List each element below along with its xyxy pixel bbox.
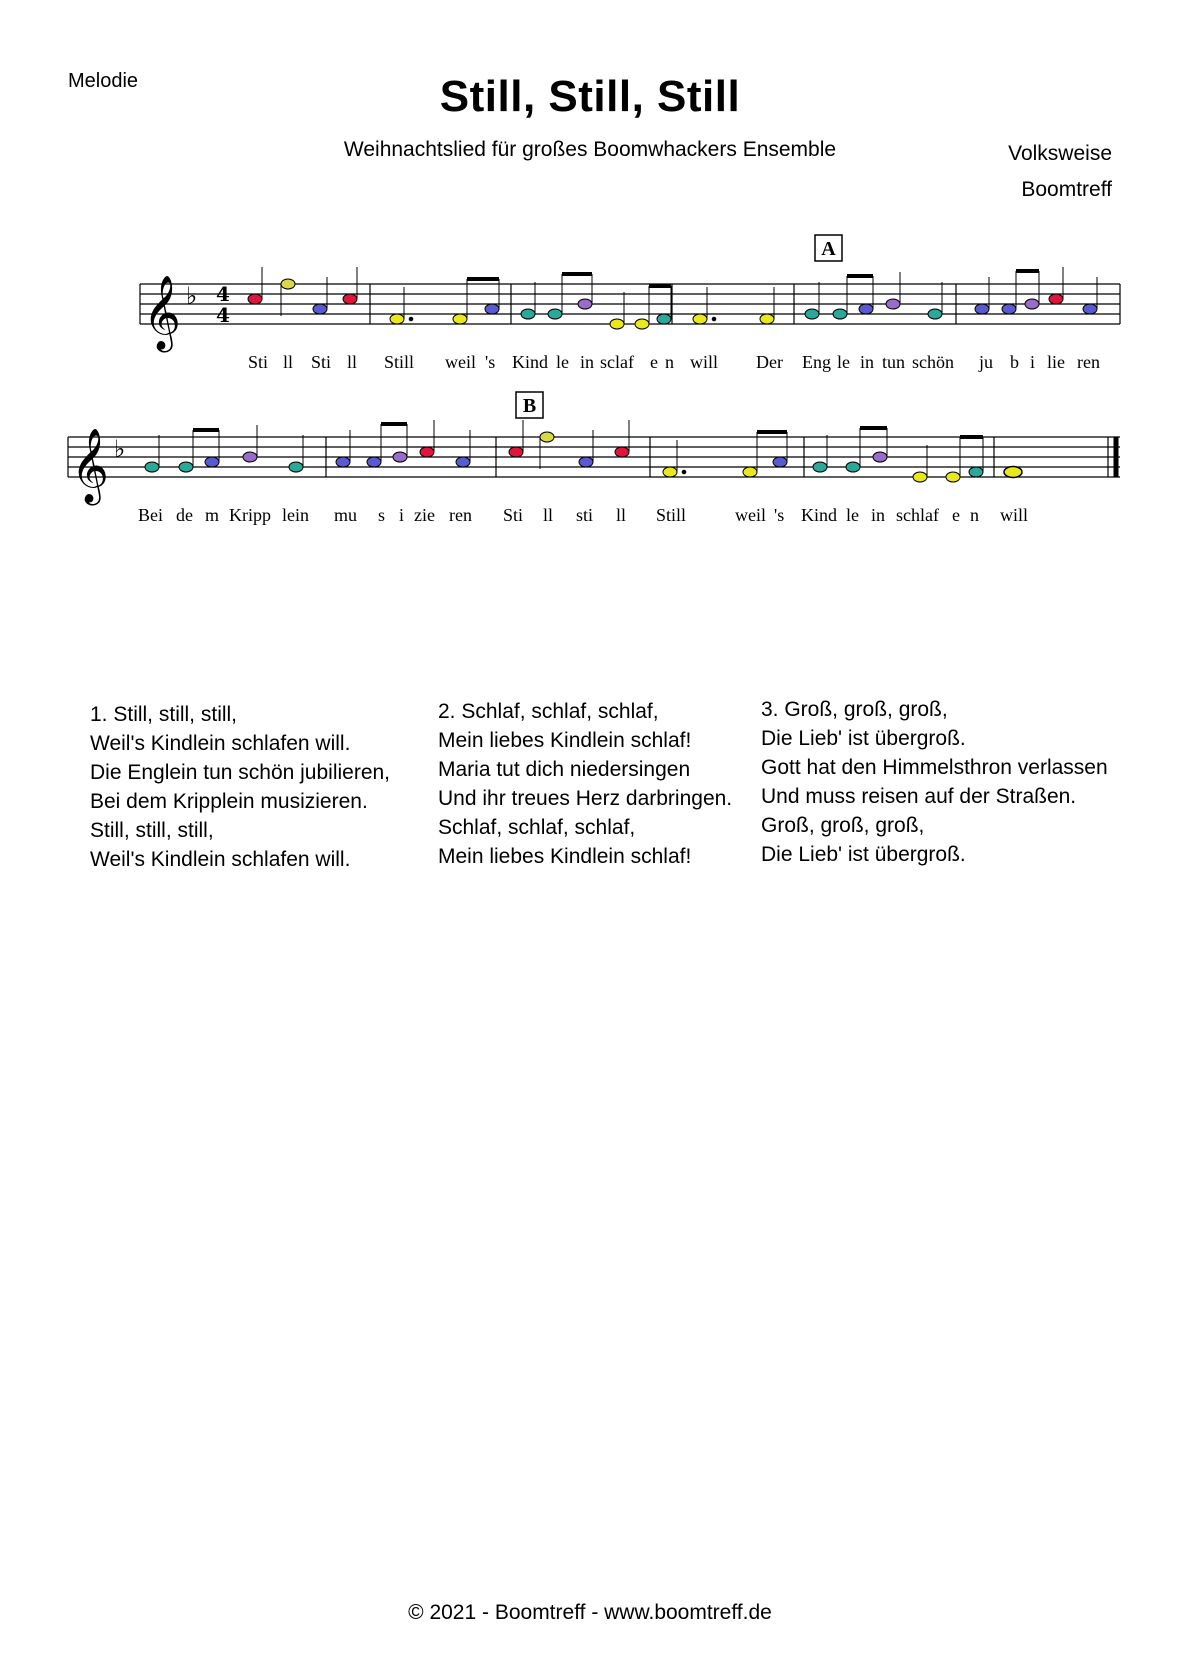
lyric-syllable: Still [656, 505, 687, 525]
lyric-syllable: lein [282, 505, 309, 525]
lyric-syllable: schön [912, 352, 954, 372]
lyric-syllable: sti [576, 505, 594, 525]
note [773, 457, 787, 467]
note [179, 462, 193, 472]
note [969, 467, 983, 477]
rehearsal-mark-b [516, 392, 543, 418]
lyric-syllable: ll [347, 352, 358, 372]
note [1083, 304, 1097, 314]
note [420, 447, 434, 457]
note [579, 457, 593, 467]
note [873, 452, 887, 462]
verse-line: Maria tut dich niedersingen [438, 758, 691, 781]
note [610, 319, 624, 329]
note [975, 304, 989, 314]
note [743, 467, 757, 477]
composer: Volksweise [1008, 142, 1112, 165]
note [243, 452, 257, 462]
flat-key-signature-icon: ♭ [114, 435, 126, 463]
note [390, 314, 404, 324]
verse-line: Die Lieb' ist übergroß. [761, 727, 966, 750]
note [548, 309, 562, 319]
part-label: Melodie [68, 70, 139, 92]
note [657, 314, 671, 324]
note [393, 452, 407, 462]
lyric-syllable: Sti [248, 352, 269, 372]
note [1002, 304, 1016, 314]
verse-line: 1. Still, still, still, [90, 703, 238, 726]
lyric-syllable: ren [1077, 352, 1100, 372]
lyric-syllable: in [871, 505, 886, 525]
lyric-syllable: le [846, 505, 859, 525]
verse-line: Gott hat den Himmelsthron verlassen [761, 756, 1108, 779]
note [663, 467, 677, 477]
verse-line: Weil's Kindlein schlafen will. [90, 848, 351, 871]
note [693, 314, 707, 324]
lyric-syllable: ju [979, 352, 994, 372]
verse-line: Mein liebes Kindlein schlaf! [438, 729, 692, 752]
note [521, 309, 535, 319]
note [540, 432, 554, 442]
verse-line: Bei dem Kripplein musizieren. [90, 790, 368, 813]
lyric-syllable: ll [283, 352, 294, 372]
lyric-syllable: in [860, 352, 875, 372]
lyric-syllable: e [952, 505, 960, 525]
note [846, 462, 860, 472]
note [760, 314, 774, 324]
lyric-syllable: b [1010, 352, 1019, 372]
song-title: Still, Still, Still [439, 72, 741, 121]
lyric-syllable: Kripp [229, 505, 271, 525]
verse-line: 3. Groß, groß, groß, [761, 698, 948, 721]
verse-line: Die Lieb' ist übergroß. [761, 843, 966, 866]
verse-1 [90, 700, 390, 874]
lyric-syllable: i [1030, 352, 1036, 372]
note [635, 319, 649, 329]
svg-text:B: B [522, 395, 537, 417]
lyric-syllable: Der [756, 352, 783, 372]
note [145, 462, 159, 472]
note [509, 447, 523, 457]
lyric-syllable: sclaf [600, 352, 634, 372]
lyric-syllable: e [650, 352, 658, 372]
note [833, 309, 847, 319]
staff-system-1 [140, 284, 1120, 324]
note [813, 462, 827, 472]
lyrics-system-1 [248, 352, 1100, 372]
note [343, 294, 357, 304]
lyric-syllable: in [580, 352, 595, 372]
flat-key-signature-icon: ♭ [186, 282, 198, 310]
note [456, 457, 470, 467]
lyric-syllable: zie [414, 505, 435, 525]
time-signature-denominator: 4 [216, 303, 230, 327]
verse-2 [438, 697, 732, 871]
note [913, 472, 927, 482]
lyric-syllable: weil [735, 505, 766, 525]
copyright-footer: © 2021 - Boomtreff - www.boomtreff.de [408, 1601, 772, 1624]
note [289, 462, 303, 472]
note [886, 299, 900, 309]
note [313, 304, 327, 314]
lyric-syllable: n [665, 352, 674, 372]
note [1004, 467, 1022, 478]
lyric-syllable: Still [384, 352, 415, 372]
rehearsal-mark-a [815, 235, 842, 261]
lyric-syllable: 's [774, 505, 785, 525]
song-subtitle: Weihnachtslied für großes Boomwhackers Ensemble [343, 138, 837, 161]
lyric-syllable: ren [449, 505, 472, 525]
time-signature-numerator: 4 [216, 282, 230, 306]
lyric-syllable: will [690, 352, 719, 372]
arranger: Boomtreff [1021, 178, 1112, 201]
note [205, 457, 219, 467]
treble-clef-icon: 𝄞 [71, 429, 109, 503]
lyric-syllable: tun [882, 352, 906, 372]
lyric-syllable: weil [445, 352, 476, 372]
verse-line: Und muss reisen auf der Straßen. [761, 785, 1077, 808]
verse-line: Mein liebes Kindlein schlaf! [438, 845, 692, 868]
lyric-syllable: i [399, 505, 405, 525]
lyric-syllable: schlaf [896, 505, 939, 525]
lyric-syllable: le [556, 352, 569, 372]
lyric-syllable: mu [334, 505, 358, 525]
svg-text:A: A [821, 238, 836, 260]
note [1049, 294, 1063, 304]
note [928, 309, 942, 319]
lyric-syllable: le [837, 352, 850, 372]
lyric-syllable: s [378, 505, 386, 525]
staff-system-2 [68, 437, 1120, 477]
note [615, 447, 629, 457]
note [281, 279, 295, 289]
note [859, 304, 873, 314]
note [336, 457, 350, 467]
note [805, 309, 819, 319]
lyric-syllable: n [970, 505, 979, 525]
verse-line: Still, still, still, [90, 819, 214, 842]
treble-clef-icon: 𝄞 [143, 276, 181, 350]
lyric-syllable: Bei [138, 505, 163, 525]
lyric-syllable: Eng [802, 352, 831, 372]
note [248, 294, 262, 304]
note [367, 457, 381, 467]
verse-line: 2. Schlaf, schlaf, schlaf, [438, 700, 659, 723]
notes-system-2 [145, 420, 1022, 482]
verse-line: Schlaf, schlaf, schlaf, [438, 816, 636, 839]
lyric-syllable: ll [543, 505, 554, 525]
verse-line: Groß, groß, groß, [761, 814, 925, 837]
lyrics-system-2 [138, 505, 1028, 525]
verse-3 [761, 695, 1108, 869]
verse-line: Weil's Kindlein schlafen will. [90, 732, 351, 755]
music-score [0, 0, 1180, 560]
note [485, 304, 499, 314]
lyric-syllable: m [205, 505, 220, 525]
note [946, 472, 960, 482]
note [1025, 299, 1039, 309]
verse-line: Und ihr treues Herz darbringen. [438, 787, 733, 810]
lyric-syllable: Kind [512, 352, 548, 372]
lyric-syllable: Kind [801, 505, 837, 525]
lyric-syllable: Sti [311, 352, 332, 372]
note [578, 299, 592, 309]
lyric-syllable: lie [1047, 352, 1065, 372]
lyric-syllable: ll [616, 505, 627, 525]
lyric-syllable: de [176, 505, 193, 525]
lyric-syllable: 's [485, 352, 496, 372]
note [453, 314, 467, 324]
lyric-syllable: Sti [503, 505, 524, 525]
verse-line: Die Englein tun schön jubilieren, [90, 761, 391, 784]
lyric-syllable: will [1000, 505, 1029, 525]
